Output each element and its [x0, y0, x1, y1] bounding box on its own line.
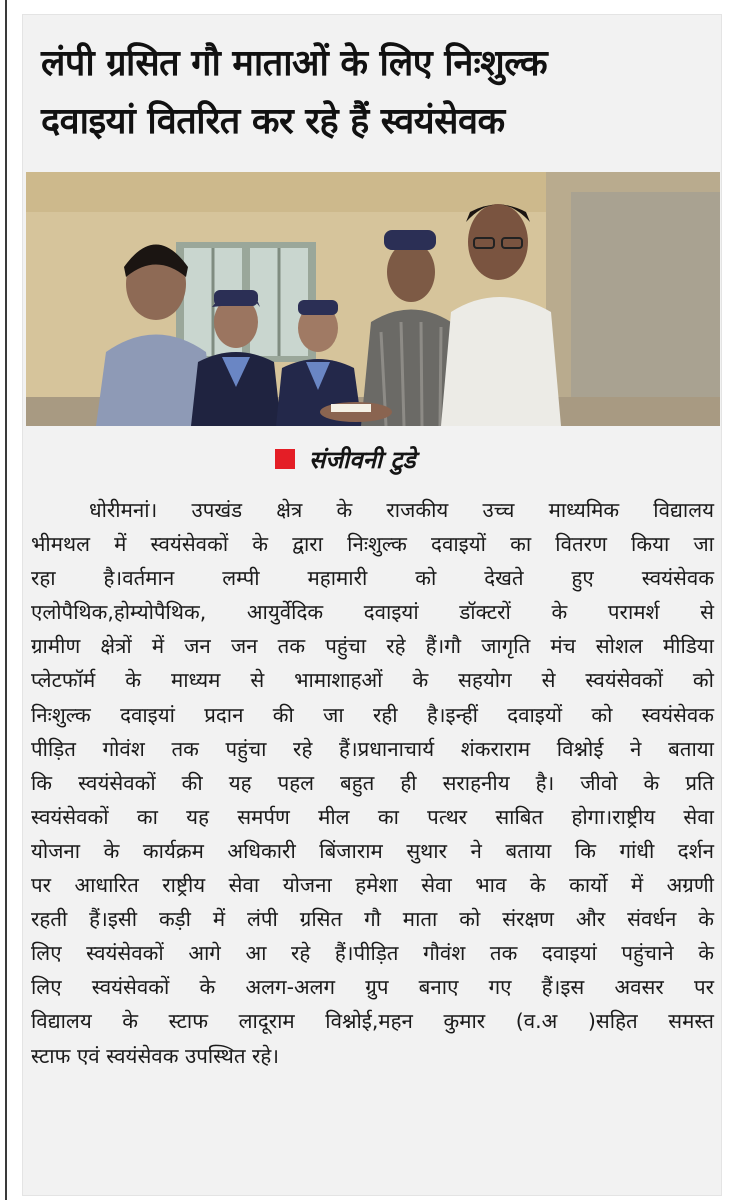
body-line: विद्यालय के स्टाफ लादूराम विश्नोई,महन कुमार (व.अ )सहित समस्त	[31, 1009, 714, 1034]
body-line: स्वयंसेवकों का यह समर्पण मील का पत्थर साबित होगा।राष्ट्रीय सेवा	[31, 804, 714, 829]
newspaper-clipping	[22, 14, 722, 1196]
credit-marker-square	[275, 449, 295, 469]
body-line: रहा है।वर्तमान लम्पी महामारी को देखते हुए स्वयंसेवक	[31, 566, 714, 591]
page-margin-rule	[5, 0, 7, 1200]
body-line: एलोपैथिक,होम्योपैथिक, आयुर्वेदिक दवाइयां डॉक्टरों के परामर्श से	[31, 600, 714, 625]
body-line: रहती हैं।इसी कड़ी में लंपी ग्रसित गौ माता को संरक्षण और संवर्धन के	[31, 907, 714, 932]
news-photo-illustration	[26, 172, 720, 426]
publication-credit	[275, 441, 415, 477]
body-line: धोरीमनां। उपखंड क्षेत्र के राजकीय उच्च माध्यमिक विद्यालय	[89, 498, 714, 522]
body-line: ग्रामीण क्षेत्रों में जन जन तक पहुंचा रहे हैं।गौ जागृति मंच सोशल मीडिया	[31, 634, 714, 659]
body-line: लिए स्वयंसेवकों आगे आ रहे हैं।पीड़ित गौवंश तक दवाइयां पहुंचाने के	[31, 941, 714, 966]
body-line: स्टाफ एवं स्वयंसेवक उपस्थित रहे।	[31, 1043, 280, 1068]
headline-line-1: लंपी ग्रसित गौ माताओं के लिए निःशुल्क	[41, 43, 548, 84]
headline-line-2: दवाइयां वितरित कर रहे हैं स्वयंसेवक	[41, 101, 505, 142]
body-line: योजना के कार्यक्रम अधिकारी बिंजाराम सुथार ने बताया कि गांधी दर्शन	[31, 838, 714, 863]
credit-text: संजीवनी टुडे	[309, 444, 416, 474]
body-line: प्लेटफॉर्म के माध्यम से भामाशाहओं के सहयोग से स्वयंसेवकों को	[31, 668, 714, 693]
body-line: पर आधारित राष्ट्रीय सेवा योजना हमेशा सेवा भाव के कार्यो में अग्रणी	[31, 873, 714, 898]
article-headline	[41, 35, 711, 151]
body-line: निःशुल्क दवाइयां प्रदान की जा रही है।इन्हीं दवाइयों को स्वयंसेवक	[31, 702, 714, 727]
body-line: लिए स्वयंसेवकों के अलग-अलग ग्रुप बनाए गए हैं।इस अवसर पर	[31, 975, 714, 1000]
news-photo	[26, 172, 720, 426]
body-line: पीड़ित गोवंश तक पहुंचा रहे हैं।प्रधानाचार्य शंकराराम विश्नोई ने बताया	[31, 736, 714, 761]
body-line: कि स्वयंसेवकों की यह पहल बहुत ही सराहनीय है। जीवो के प्रति	[31, 770, 714, 795]
body-line: भीमथल में स्वयंसेवकों के द्वारा निःशुल्क दवाइयों का वितरण किया जा	[31, 532, 714, 557]
article-body	[31, 493, 714, 1073]
